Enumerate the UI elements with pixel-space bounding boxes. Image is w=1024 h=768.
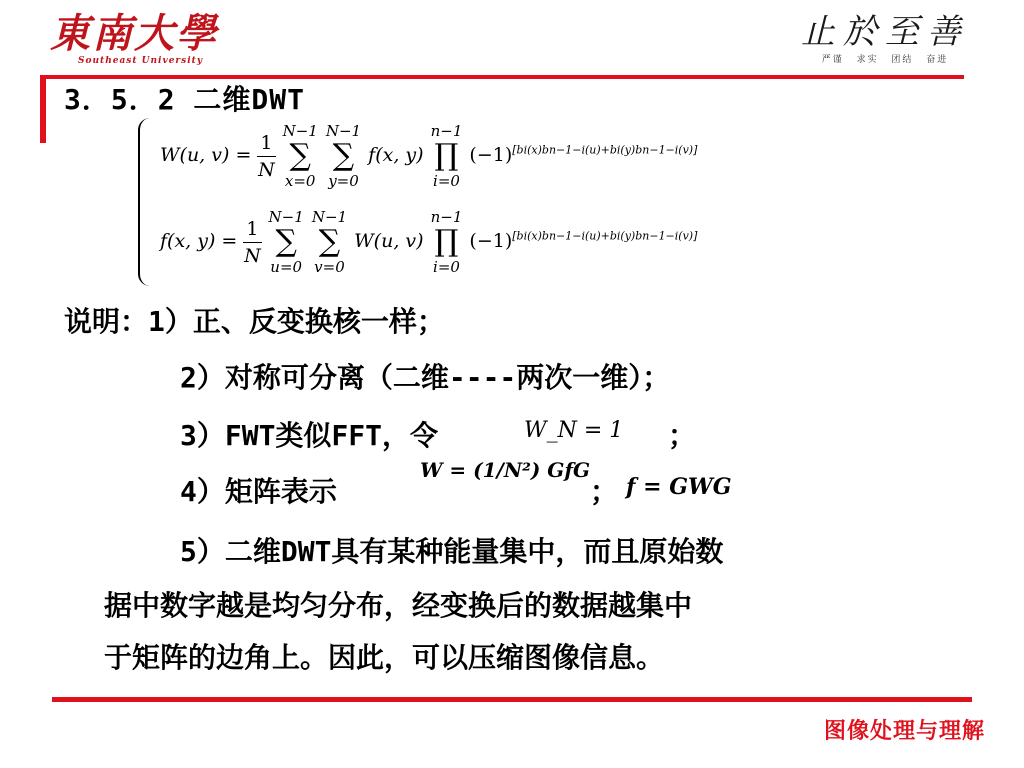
note-line-5-cont-1: 据中数字越是均匀分布，经变换后的数据越集中: [104, 589, 693, 622]
product-i: n−1 ∏ i=0: [430, 122, 463, 190]
left-accent-bar: [40, 75, 46, 143]
note-line-5-cont-2: 于矩阵的边角上。因此，可以压缩图像信息。: [104, 641, 665, 674]
forward-transform-equation: [160, 122, 697, 190]
note-line-5: 5）二维DWT具有某种能量集中，而且原始数: [180, 535, 724, 568]
product-i: n−1 ∏ i=0: [430, 208, 463, 276]
equation-brace: [138, 118, 150, 286]
motto-logo: [790, 12, 980, 72]
eq2-base: (−1): [469, 230, 513, 252]
eq1-exponent: [bi(x)bn−1−i(u)+bi(y)bn−1−i(v)]: [512, 143, 698, 157]
footer-course-title: 图像处理与理解: [824, 719, 986, 744]
matrix-inverse-equation: f = GWG: [626, 474, 732, 500]
note-line-3: 3）FWT类似FFT，令: [180, 419, 439, 452]
sum-v: N−1 ∑ v=0: [311, 208, 348, 276]
university-logo: [50, 12, 220, 74]
note-line-2: 2）对称可分离（二维----两次一维）；: [180, 361, 671, 394]
sum-u: N−1 ∑ u=0: [268, 208, 304, 276]
sum-x: N−1 ∑ x=0: [282, 122, 318, 190]
note-line-4: 4）矩阵表示: [180, 475, 337, 508]
inverse-transform-equation: [160, 208, 697, 276]
note-line-4-separator: ；: [590, 475, 619, 508]
wn-equation: W_N = 1: [524, 418, 624, 443]
matrix-forward-equation: W = (1/N²) GfG: [420, 458, 591, 482]
motto-text: 止於至善: [801, 12, 969, 52]
eq1-base: (−1): [469, 144, 513, 166]
motto-subtitle: 严谨 求实 团结 奋进: [821, 55, 949, 65]
eq1-lhs: W(u, v) =: [160, 144, 252, 166]
eq1-term: f(x, y): [368, 144, 424, 166]
footer-divider: [52, 697, 972, 702]
university-name-en: Southeast University: [78, 56, 204, 66]
normalization-fraction: $\frac{1}{N}$: [258, 131, 275, 181]
eq2-lhs: f(x, y) =: [160, 230, 238, 252]
eq2-term: W(u, v): [354, 230, 424, 252]
note-line-3-end: ；: [668, 419, 697, 452]
sum-y: N−1 ∑ y=0: [325, 122, 362, 190]
normalization-fraction: $\frac{1}{N}$: [244, 217, 261, 267]
section-title: 3．5．2 二维DWT: [64, 83, 306, 116]
university-name-cn: 東南大學: [50, 10, 218, 57]
note-line-1: 说明：1）正、反变换核一样；: [64, 305, 445, 338]
eq2-exponent: [bi(x)bn−1−i(u)+bi(y)bn−1−i(v)]: [512, 229, 698, 243]
